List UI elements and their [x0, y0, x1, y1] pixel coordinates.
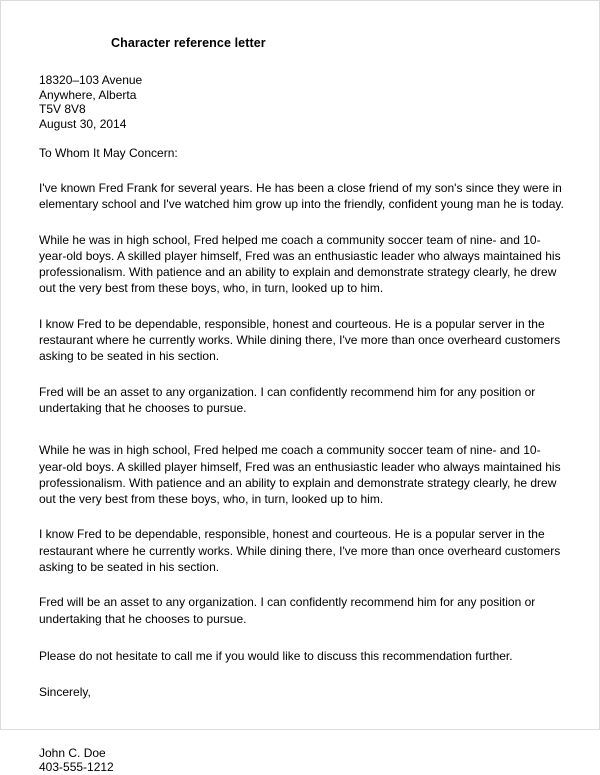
- signer-phone: 403-555-1212: [39, 760, 114, 775]
- letter-content: [39, 1, 567, 775]
- sender-address-block: [39, 51, 567, 131]
- address-line-1: 18320–103 Avenue: [39, 73, 143, 87]
- closing-paragraph: Please do not hesitate to call me if you would like to discuss this recommendation further.: [39, 648, 513, 663]
- body-paragraph-4: Fred will be an asset to any organization. I can confidently recommend him for any position or undertaking that he chooses to pursue.: [39, 384, 536, 415]
- address-line-3: T5V 8V8: [39, 102, 86, 117]
- signature-block: [39, 701, 567, 775]
- address-line-2: Anywhere, Alberta: [39, 87, 137, 102]
- body-paragraph-3: I know Fred to be dependable, responsible, honest and courteous. He is a popular server in the restaurant where he currently works. While dining there, I've more than once overheard customers asking to be seated in his section.: [39, 316, 561, 364]
- body-paragraph-5: While he was in high school, Fred helped me coach a community soccer team of nine- and 10-year-old boys. A skilled player himself, Fred was an enthusiastic leader who always maintained his professionalism. With patience and an ability to explain and demonstrate strategy clearly, he drew out the very best from these boys, who, in turn, looked up to him.: [39, 443, 561, 507]
- body-paragraph-6: I know Fred to be dependable, responsible, honest and courteous. He is a popular server in the restaurant where he currently works. While dining there, I've more than once overheard customers asking to be seated in his section.: [39, 527, 561, 575]
- signer-name: John C. Doe: [39, 745, 106, 760]
- body-paragraph-1: I've known Fred Frank for several years. He has been a close friend of my son's since they were in elementary school and I've watched him grow up into the friendly, confident young man he is today.: [39, 180, 564, 212]
- letter-date: August 30, 2014: [39, 116, 127, 131]
- signoff: Sincerely,: [39, 685, 91, 700]
- body-paragraph-2: While he was in high school, Fred helped me coach a community soccer team of nine- and 10-year-old boys. A skilled player himself, Fred was an enthusiastic leader who always maintained his professionalism. With patience and an ability to explain and demonstrate strategy clearly, he drew out the very best from these boys, who, in turn, looked up to him.: [39, 232, 561, 296]
- page-title: Character reference letter: [111, 36, 266, 50]
- salutation: To Whom It May Concern:: [39, 146, 178, 161]
- body-paragraph-7: Fred will be an asset to any organization. I can confidently recommend him for any position or undertaking that he chooses to pursue.: [39, 595, 536, 626]
